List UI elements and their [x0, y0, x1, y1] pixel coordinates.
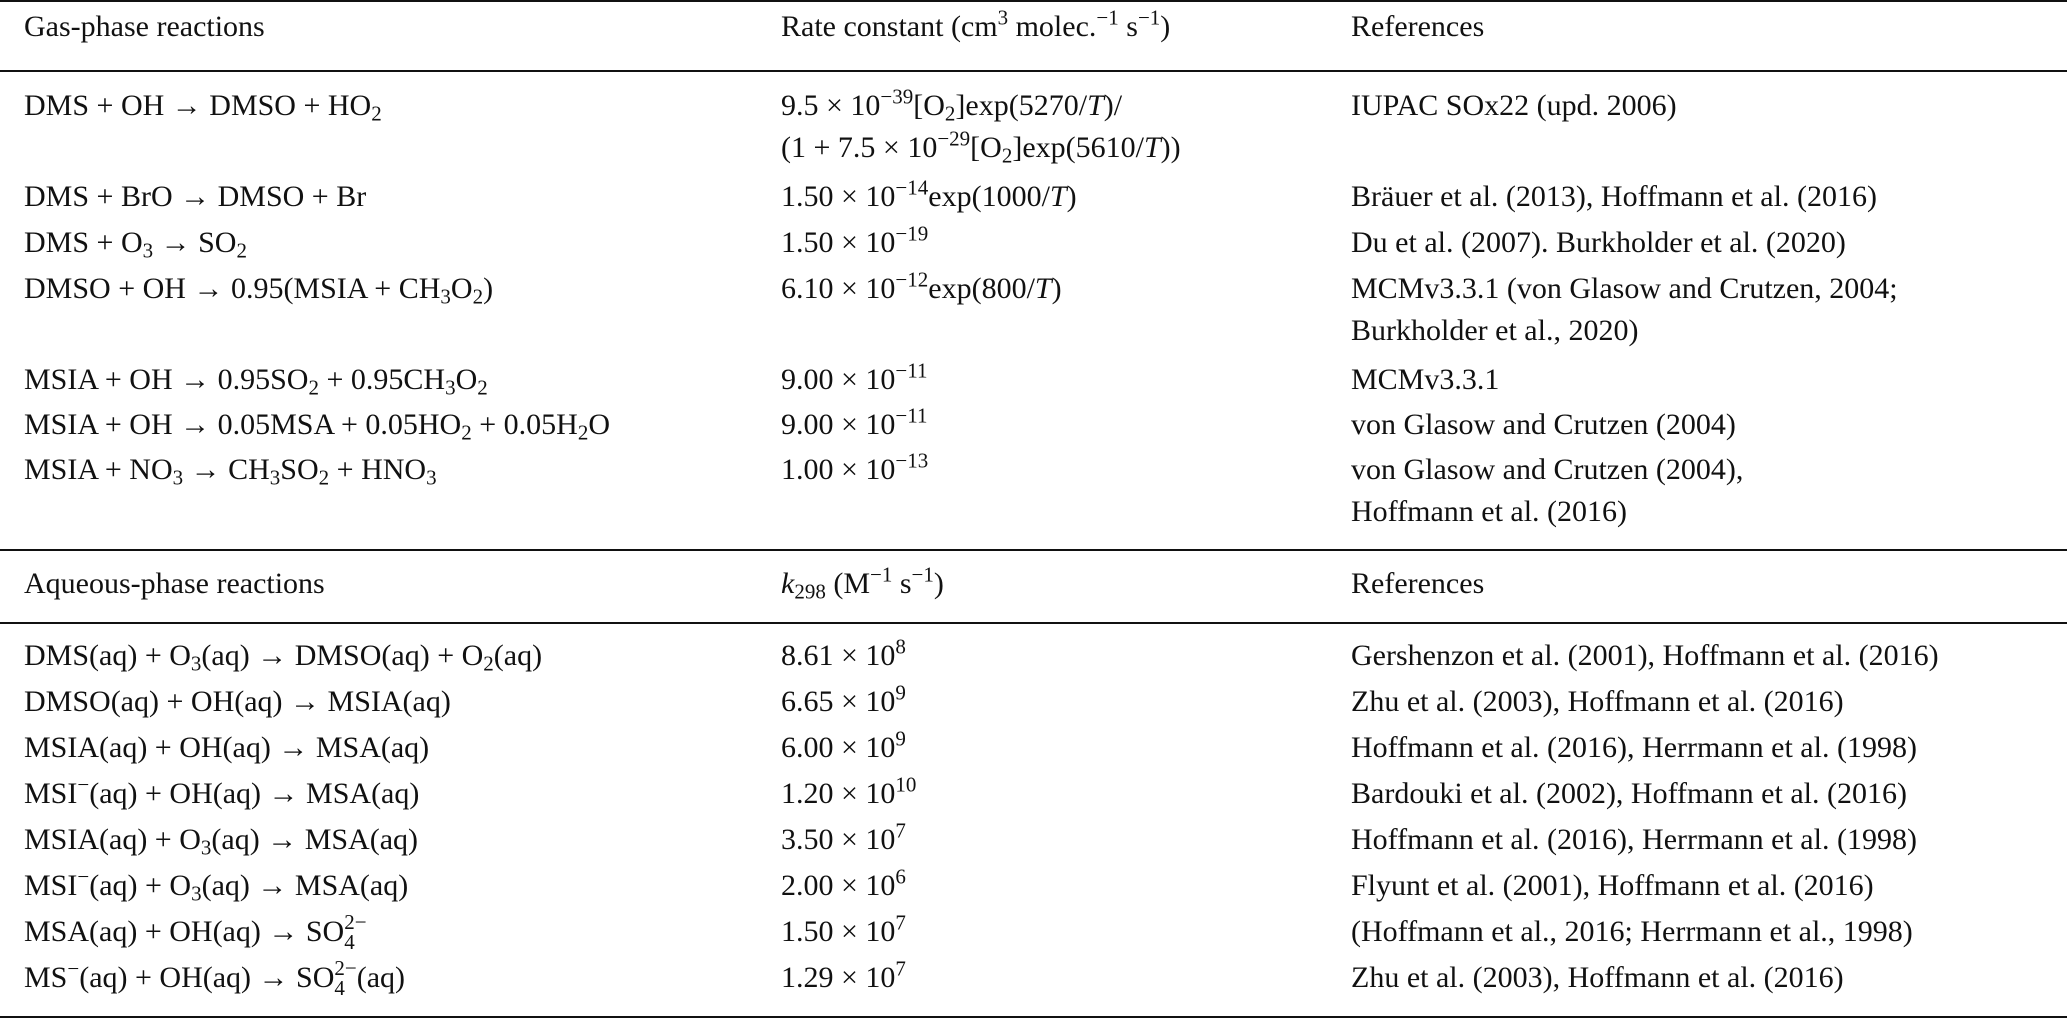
- reference-cell: Bardouki et al. (2002), Hoffmann et al. (2016): [1351, 777, 1907, 810]
- reference-cell: MCMv3.3.1 (von Glasow and Crutzen, 2004; Burkholder et al., 2020): [1351, 272, 1898, 347]
- rate-cell: $1.50 \times 10^7$: [781, 910, 906, 948]
- aq-header-rate: $k_{298}$ ($M^{-1}$ $s^{-1}$): [781, 562, 944, 604]
- reaction-cell: $DMS(aq) + O_3(aq)$ → DMSO(aq) + $O_2(aq)$: [24, 639, 543, 676]
- reference-cell: Bräuer et al. (2013), Hoffmann et al. (2016): [1351, 180, 1877, 213]
- reference-cell: Flyunt et al. (2001), Hoffmann et al. (2016): [1351, 869, 1874, 902]
- reference-cell: Du et al. (2007). Burkholder et al. (2020): [1351, 226, 1846, 259]
- rate-cell: $1.20 \times 10^{10}$: [781, 772, 917, 810]
- top-rule: [0, 0, 2067, 2]
- section-rule: [0, 549, 2067, 551]
- rate-cell: $9.5 \times 10^{-39}[O_2]\exp(5270/T)/$ $(1 + 7.5 \times 10^{-29}[O_2]\exp(5610/T))$: [781, 84, 1181, 168]
- reaction-cell: MS−(aq) + OH(aq) → SO 2− 4 (aq): [24, 955, 406, 1000]
- gas-header-reactions: Gas-phase reactions: [24, 10, 265, 43]
- rate-cell: $6.00 \times 10^9$: [781, 726, 906, 764]
- reference-cell: (Hoffmann et al., 2016; Herrmann et al., 1998): [1351, 915, 1913, 948]
- reference-cell: von Glasow and Crutzen (2004): [1351, 408, 1736, 441]
- rate-cell: $1.29 \times 10^7$: [781, 956, 906, 994]
- reaction-cell: MSIA + $NO_3 \to CH_3SO_2 + HNO_3$: [24, 453, 437, 490]
- reaction-cell: MSIA + OH → $0.05MSA + 0.05HO_2 + 0.05H_2O$: [24, 408, 610, 445]
- reaction-cell: DMSO(aq) + OH(aq) → MSIA(aq): [24, 685, 451, 718]
- reaction-cell: DMSO + OH → 0.95(MSIA + $CH_3O_2$): [24, 272, 494, 309]
- rate-cell: $8.61 \times 10^8$: [781, 634, 906, 672]
- reference-cell: IUPAC SOx22 (upd. 2006): [1351, 89, 1677, 122]
- reaction-cell: MSIA(aq) + $O_3(aq) \to MSA(aq)$: [24, 823, 419, 860]
- rate-cell: $2.00 \times 10^6$: [781, 864, 906, 902]
- rate-cell: $1.50 \times 10^{-14}\exp(1000/T)$: [781, 175, 1077, 213]
- aq-header-rule: [0, 622, 2067, 624]
- rate-cell: $3.50 \times 10^7$: [781, 818, 906, 856]
- rate-cell: $1.00 \times 10^{-13}$: [781, 448, 929, 486]
- reaction-cell: $MSI^-(aq) + O_3(aq) \to MSA(aq)$: [24, 864, 409, 906]
- reaction-cell: MSI−(aq) + OH(aq) → MSA(aq): [24, 772, 420, 810]
- reference-cell: Zhu et al. (2003), Hoffmann et al. (2016): [1351, 685, 1844, 718]
- reaction-cell: MSIA(aq) + OH(aq) → MSA(aq): [24, 731, 430, 764]
- bottom-rule: [0, 1016, 2067, 1018]
- rate-cell: $1.50 \times 10^{-19}$: [781, 221, 929, 259]
- rate-cell: $9.00 \times 10^{-11}$: [781, 403, 928, 441]
- reaction-cell: DMS + BrO → DMSO + Br: [24, 180, 367, 213]
- gas-header-references: References: [1351, 10, 1485, 43]
- gas-header-rule: [0, 70, 2067, 72]
- reference-cell: MCMv3.3.1: [1351, 363, 1500, 396]
- reference-cell: Gershenzon et al. (2001), Hoffmann et al. (2016): [1351, 639, 1939, 672]
- reference-cell: Zhu et al. (2003), Hoffmann et al. (2016): [1351, 961, 1844, 994]
- reaction-cell: DMS + OH → DMSO + $HO_2$: [24, 89, 382, 126]
- reference-cell: von Glasow and Crutzen (2004), Hoffmann et al. (2016): [1351, 453, 1744, 528]
- reference-cell: Hoffmann et al. (2016), Herrmann et al. (1998): [1351, 731, 1917, 764]
- rate-cell: $6.65 \times 10^9$: [781, 680, 906, 718]
- aq-header-reactions: Aqueous-phase reactions: [24, 567, 325, 600]
- reference-cell: Hoffmann et al. (2016), Herrmann et al. (1998): [1351, 823, 1917, 856]
- gas-header-rate: Rate constant ($cm^3$ molec.$^{-1}$ $s^{-1}$): [781, 5, 1171, 43]
- reaction-cell: MSA(aq) + OH(aq) → SO 2− 4: [24, 909, 367, 954]
- aq-header-references: References: [1351, 567, 1485, 600]
- reaction-cell: DMS + $O_3 \to SO_2$: [24, 226, 247, 263]
- rate-cell: $6.10 \times 10^{-12}\exp(800/T)$: [781, 267, 1062, 305]
- rate-cell: $9.00 \times 10^{-11}$: [781, 358, 928, 396]
- reaction-cell: MSIA + OH → $0.95SO_2 + 0.95CH_3O_2$: [24, 363, 488, 400]
